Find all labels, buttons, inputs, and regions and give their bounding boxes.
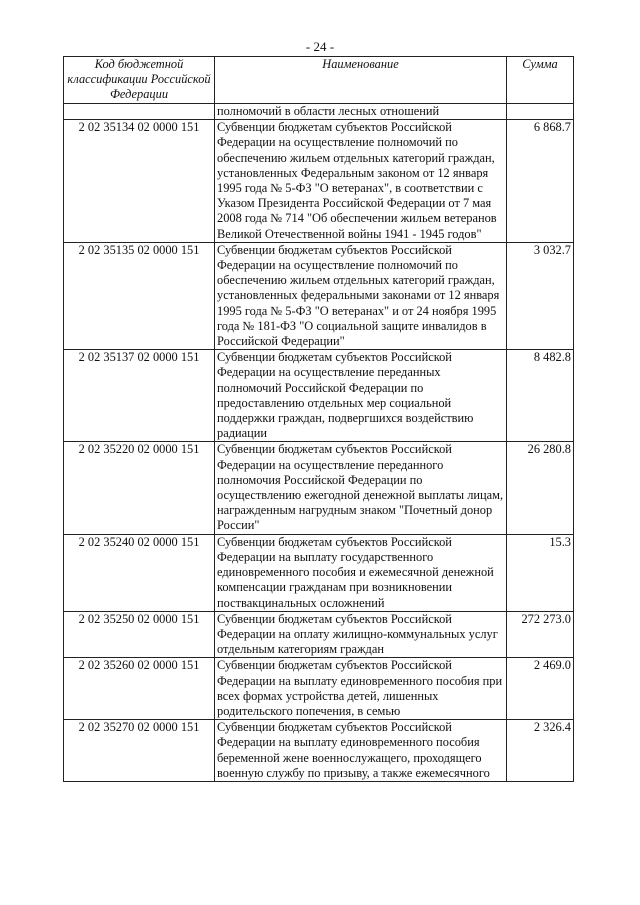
row-sum: 8 482.8 — [507, 350, 574, 442]
continuation-code — [64, 104, 215, 120]
header-sum: Сумма — [507, 57, 574, 104]
row-name: Субвенции бюджетам субъектов Российской Федерации на выплату государственного единовременного пособия и ежемесячной денежной компенсации гражданам при возникновении поствакцинальных осложнений — [215, 534, 507, 611]
row-name: Субвенции бюджетам субъектов Российской Федерации на оплату жилищно-коммунальных услуг отдельным категориям граждан — [215, 611, 507, 658]
row-code: 2 02 35260 02 0000 151 — [64, 658, 215, 720]
row-code: 2 02 35137 02 0000 151 — [64, 350, 215, 442]
row-name: Субвенции бюджетам субъектов Российской Федерации на осуществление переданного полномочия Российской Федерации по осуществлению ежегодной денежной выплаты лицам, награжденным нагрудным знаком "Почетный донор России" — [215, 442, 507, 534]
row-sum: 2 469.0 — [507, 658, 574, 720]
table-row — [64, 350, 574, 442]
table-row — [64, 658, 574, 720]
continuation-text: полномочий в области лесных отношений — [215, 104, 507, 120]
table-row — [64, 242, 574, 349]
row-sum: 3 032.7 — [507, 242, 574, 349]
table-row — [64, 442, 574, 534]
row-name: Субвенции бюджетам субъектов Российской Федерации на осуществление полномочий по обеспечению жильем отдельных категорий граждан, установленных Федеральным законом от 12 января 1995 года № 5-ФЗ "О ветеранах", в соответствии с Указом Президента Российской Федерации от 7 мая 2008 года № 714 "Об обеспечении жильем ветеранов Великой Отечественной войны 1941 - 1945 годов" — [215, 120, 507, 243]
row-name: Субвенции бюджетам субъектов Российской Федерации на осуществление полномочий по обеспечению жильем отдельных категорий граждан, установленных федеральными законами от 12 января 1995 года № 5-ФЗ "О ветеранах" и от 24 ноября 1995 года № 181-ФЗ "О социальной защите инвалидов в Российской Федерации" — [215, 242, 507, 349]
continuation-row — [64, 104, 574, 120]
table-row — [64, 720, 574, 782]
row-sum: 15.3 — [507, 534, 574, 611]
header-name: Наименование — [215, 57, 507, 104]
row-code: 2 02 35250 02 0000 151 — [64, 611, 215, 658]
row-code: 2 02 35240 02 0000 151 — [64, 534, 215, 611]
table-row — [64, 120, 574, 243]
table-row — [64, 611, 574, 658]
row-code: 2 02 35135 02 0000 151 — [64, 242, 215, 349]
table-header-row — [64, 57, 574, 104]
row-sum: 26 280.8 — [507, 442, 574, 534]
header-code: Код бюджетной классификации Российской Федерации — [64, 57, 215, 104]
row-code: 2 02 35134 02 0000 151 — [64, 120, 215, 243]
row-code: 2 02 35220 02 0000 151 — [64, 442, 215, 534]
row-sum: 2 326.4 — [507, 720, 574, 782]
row-sum: 6 868.7 — [507, 120, 574, 243]
row-name: Субвенции бюджетам субъектов Российской Федерации на осуществление переданных полномочий Российской Федерации по предоставлению отдельных мер социальной поддержки граждан, подвергшихся воздействию радиации — [215, 350, 507, 442]
row-code: 2 02 35270 02 0000 151 — [64, 720, 215, 782]
budget-table — [63, 56, 574, 782]
continuation-sum — [507, 104, 574, 120]
page-number: - 24 - — [305, 39, 335, 54]
row-name: Субвенции бюджетам субъектов Российской Федерации на выплату единовременного пособия при всех формах устройства детей, лишенных родительского попечения, в семью — [215, 658, 507, 720]
table-row — [64, 534, 574, 611]
row-sum: 272 273.0 — [507, 611, 574, 658]
row-name: Субвенции бюджетам субъектов Российской Федерации на выплату единовременного пособия беременной жене военнослужащего, проходящего военную службу по призыву, а также ежемесячного — [215, 720, 507, 782]
